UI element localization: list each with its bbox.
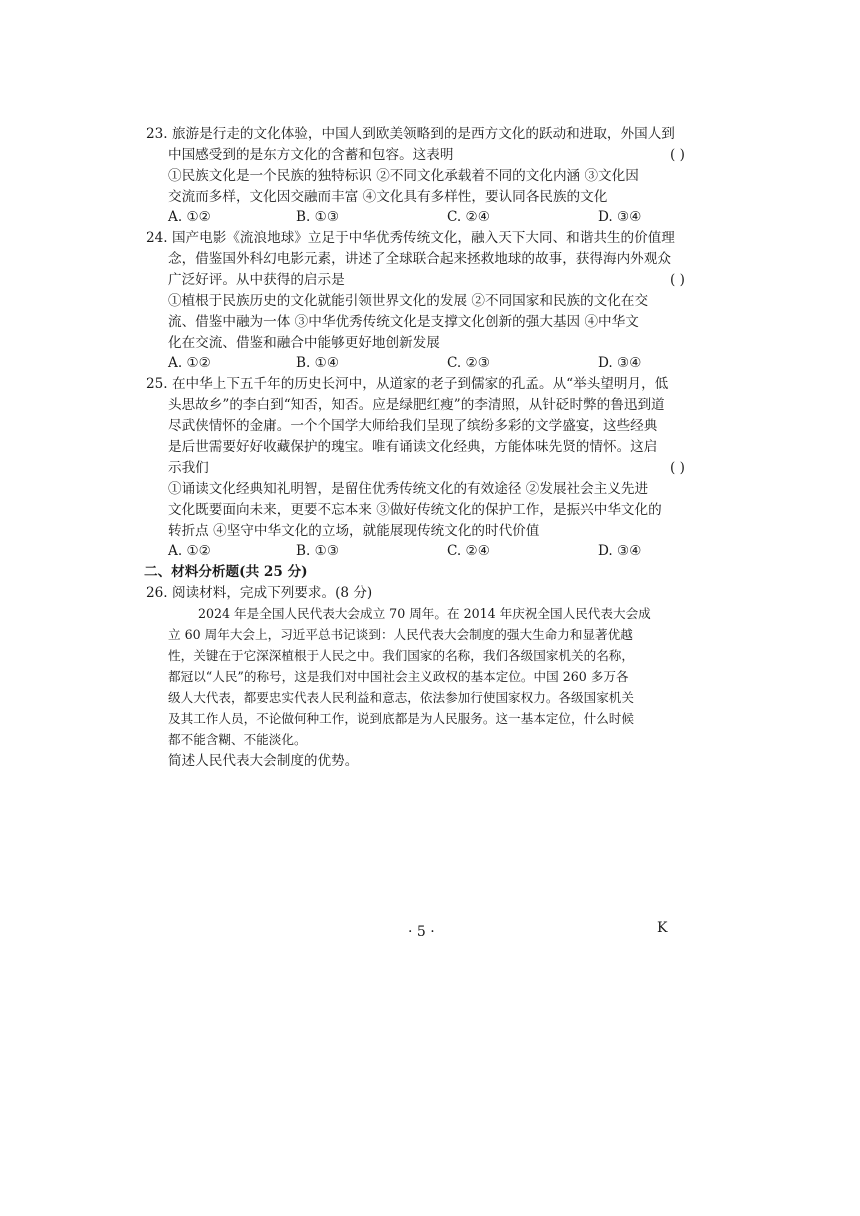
question-text-line: 示我们: [168, 460, 209, 476]
page-number: · 5 ·: [408, 924, 435, 940]
answer-bracket: ( ): [670, 272, 685, 288]
question-text-line: 念，借鉴国外科幻电影元素，讲述了全球联合起来拯救地球的故事，获得海内外观众: [168, 251, 671, 267]
option-d: D. ③④: [598, 543, 642, 559]
question-text-line: 中国感受到的是东方文化的含蓄和包容。这表明: [168, 147, 454, 163]
material-line: 2024 年是全国人民代表大会成立 70 周年。在 2014 年庆祝全国人民代表大会成: [198, 606, 651, 621]
option-c: C. ②④: [447, 543, 490, 559]
choice-statements-line: 化在交流、借鉴和融合中能够更好地创新发展: [168, 335, 440, 351]
paper-mark: K: [657, 920, 668, 936]
choice-statements-line: 转折点 ④坚守中华文化的立场，就能展现传统文化的时代价值: [168, 523, 540, 539]
material-line: 都不能含糊、不能淡化。: [168, 732, 307, 747]
option-b: B. ①③: [296, 209, 340, 225]
material-line: 立 60 周年大会上，习近平总书记谈到：人民代表大会制度的强大生命力和显著优越: [168, 627, 633, 642]
option-b: B. ①④: [296, 355, 340, 371]
question-header: 26. 阅读材料，完成下列要求。(8 分): [146, 585, 373, 601]
choice-statements-line: ①民族文化是一个民族的独特标识 ②不同文化承载着不同的文化内涵 ③文化因: [168, 168, 639, 184]
choice-statements-line: ①诵读文化经典知礼明智，是留住优秀传统文化的有效途径 ②发展社会主义先进: [168, 481, 649, 497]
material-line: 及其工作人员，不论做何种工作，说到底都是为人民服务。这一基本定位，什么时候: [168, 711, 634, 726]
option-c: C. ②④: [447, 209, 490, 225]
choice-statements-line: 文化既要面向未来，更要不忘本来 ③做好传统文化的保护工作，是振兴中华文化的: [168, 502, 662, 518]
option-a: A. ①②: [168, 543, 211, 559]
choice-statements-line: 流、借鉴中融为一体 ③中华优秀传统文化是支撑文化创新的强大基因 ④中华文: [168, 314, 639, 330]
choice-statements-line: ①植根于民族历史的文化就能引领世界文化的发展 ②不同国家和民族的文化在交: [168, 293, 649, 309]
question-text-line: 尽武侠情怀的金庸。一个个国学大师给我们呈现了缤纷多彩的文学盛宴，这些经典: [168, 418, 658, 434]
material-line: 性，关键在于它深深植根于人民之中。我们国家的名称，我们各级国家机关的名称，: [168, 648, 634, 663]
option-a: A. ①②: [168, 209, 211, 225]
material-line: 都冠以“人民”的称号，这是我们对中国社会主义政权的基本定位。中国 260 多万各: [168, 669, 629, 684]
question-text-line: 头思故乡”的李白到“知否，知否。应是绿肥红瘦”的李清照，从针砭时弊的鲁迅到道: [168, 397, 665, 413]
question-text-line: 25. 在中华上下五千年的历史长河中，从道家的老子到儒家的孔孟。从“举头望明月，低: [146, 376, 669, 392]
option-b: B. ①③: [296, 543, 340, 559]
answer-bracket: ( ): [670, 147, 685, 163]
option-d: D. ③④: [598, 355, 642, 371]
option-c: C. ②③: [447, 355, 490, 371]
answer-bracket: ( ): [670, 460, 685, 476]
option-d: D. ③④: [598, 209, 642, 225]
question-text-line: 广泛好评。从中获得的启示是: [168, 272, 345, 288]
section-heading: 二、材料分析题(共 25 分): [144, 564, 308, 580]
material-line: 级人大代表，都要忠实代表人民利益和意志，依法参加行使国家权力。各级国家机关: [168, 690, 634, 705]
question-text-line: 24. 国产电影《流浪地球》立足于中华优秀传统文化，融入天下大同、和谐共生的价值理: [146, 230, 675, 246]
question-text-line: 是后世需要好好收藏保护的瑰宝。唯有诵读文化经典，方能体味先贤的情怀。这启: [168, 439, 658, 455]
option-a: A. ①②: [168, 355, 211, 371]
choice-statements-line: 交流而多样，文化因交融而丰富 ④文化具有多样性，要认同各民族的文化: [168, 189, 608, 205]
question-text-line: 23. 旅游是行走的文化体验，中国人到欧美领略到的是西方文化的跃动和进取，外国人到: [146, 126, 675, 142]
task-prompt: 简述人民代表大会制度的优势。: [168, 753, 359, 769]
